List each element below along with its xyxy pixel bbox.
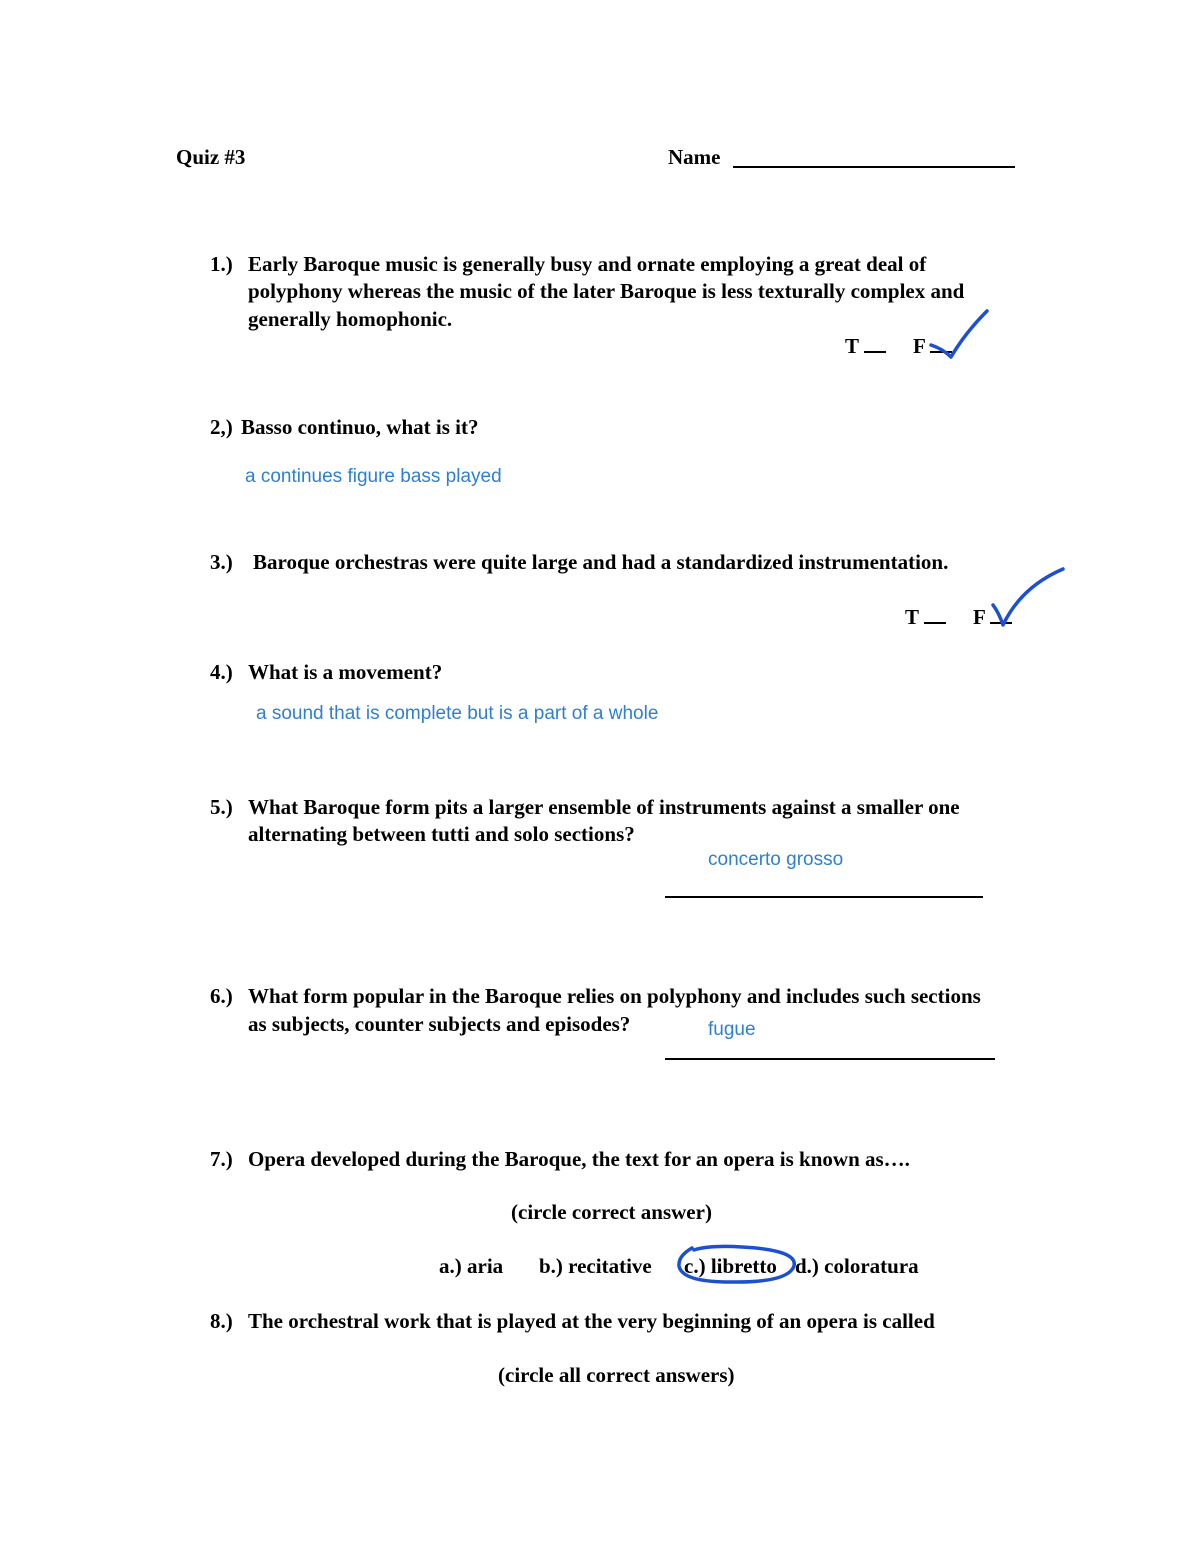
option-d[interactable]: d.) coloratura <box>795 1254 919 1278</box>
written-answer[interactable]: a continues figure bass played <box>245 466 502 487</box>
true-blank <box>924 604 946 624</box>
false-label: F <box>973 605 986 629</box>
false-label: F <box>913 334 926 358</box>
question-number: 3.) <box>210 550 233 574</box>
written-answer[interactable]: a sound that is complete but is a part of a whole <box>256 703 659 724</box>
question-text-line: alternating between tutti and solo sections? <box>248 822 635 846</box>
option-b[interactable]: b.) recitative <box>539 1254 652 1278</box>
true-label: T <box>845 334 859 358</box>
question-text-line: generally homophonic. <box>248 307 453 331</box>
question-text-line: Opera developed during the Baroque, the text for an opera is known as…. <box>248 1147 910 1171</box>
answer-blank-line[interactable] <box>665 1058 995 1060</box>
question-text-line: as subjects, counter subjects and episodes? <box>248 1012 631 1036</box>
question-text-line: Early Baroque music is generally busy and ornate employing a great deal of <box>248 252 927 276</box>
question-text-line: What is a movement? <box>248 660 443 684</box>
name-label: Name <box>668 145 721 169</box>
checkmark-icon <box>985 565 1070 635</box>
question-number: 4.) <box>210 660 233 684</box>
written-answer[interactable]: fugue <box>708 1019 756 1040</box>
question-text-line: The orchestral work that is played at the very beginning of an opera is called <box>248 1309 935 1333</box>
quiz-title: Quiz #3 <box>176 145 246 169</box>
question-text-line: polyphony whereas the music of the later Baroque is less texturally complex and <box>248 279 965 303</box>
question-text-line: Baroque orchestras were quite large and had a standardized instrumentation. <box>253 550 949 574</box>
question-text-line: What Baroque form pits a larger ensemble of instruments against a smaller one <box>248 795 960 819</box>
question-number: 6.) <box>210 984 233 1008</box>
question-number: 2,) <box>210 415 233 439</box>
answer-circle-mark <box>670 1242 805 1288</box>
question-text-line: What form popular in the Baroque relies on polyphony and includes such sections <box>248 984 981 1008</box>
question-text-line: Basso continuo, what is it? <box>241 415 479 439</box>
question-number: 5.) <box>210 795 233 819</box>
question-number: 1.) <box>210 252 233 276</box>
instruction-text: (circle all correct answers) <box>498 1363 735 1387</box>
true-label: T <box>905 605 919 629</box>
option-c[interactable]: c.) libretto <box>684 1254 777 1278</box>
answer-blank-line[interactable] <box>665 896 983 898</box>
true-option[interactable] <box>845 332 886 360</box>
true-blank <box>864 333 886 353</box>
written-answer[interactable]: concerto grosso <box>708 849 844 870</box>
checkmark-icon <box>925 305 995 365</box>
true-option[interactable] <box>905 603 946 631</box>
question-number: 8.) <box>210 1309 233 1333</box>
name-blank-line[interactable] <box>733 166 1015 168</box>
option-a[interactable]: a.) aria <box>439 1254 504 1278</box>
question-number: 7.) <box>210 1147 233 1171</box>
instruction-text: (circle correct answer) <box>511 1200 712 1224</box>
